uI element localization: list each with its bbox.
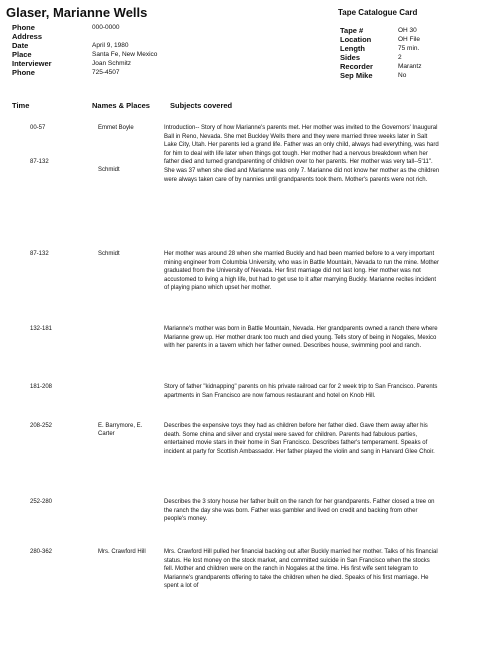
field-label: Location <box>340 35 372 44</box>
interviewee-name: Glaser, Marianne Wells <box>6 5 148 20</box>
entry-subjects: Her mother was around 28 when she married Buckly and had been married before to a very important mining engineer from Columbia University, who was in Battle Mountain, Nevada to run the mine. Mother graduated from the University of Nevada. Her first marriage did not last long. Her mother was not accustomed to living a high life, but had to get use to it after marrying Buckly. Marianne recites incident of playing piano which upset her mother. <box>164 251 440 292</box>
field-label: Date <box>12 41 29 50</box>
field-label: Sides <box>340 53 361 62</box>
field-value: April 9, 1980 <box>92 42 129 49</box>
entry-subjects: Describes the expensive toys they had as children before her father died. Gave them away after his death. Some china and silver and crystal were saved for children. Parents had fabulous parties, entertained movie stars in their home in San Francisco. Describes father's temperament. Speaks of incident at party for Scottish Ambassador. Her father played the violin and sang in Harvard Glee Choir. <box>164 423 435 455</box>
column-header-names: Names & Places <box>92 101 150 110</box>
card-title: Tape Catalogue Card <box>338 8 418 17</box>
field-value: 2 <box>398 54 402 61</box>
field-value: OH File <box>398 36 421 43</box>
entry-time: 208-252 <box>30 423 53 429</box>
entry-names: Schmidt <box>98 251 120 257</box>
entry-time-secondary: 87-132 <box>30 159 49 165</box>
field-label: Phone <box>12 23 35 32</box>
entry-time: 280-362 <box>30 549 53 555</box>
field-value: No <box>398 72 407 79</box>
field-label: Place <box>12 50 32 59</box>
entry-subjects: Marianne's mother was born in Battle Mountain, Nevada. Her grandparents owned a ranch there where Marianne grew up. Her mother drank too much and died young. Tells story of being in Nogales, Mexico with her parents in a tavern which her father owned. Describes house, swimming pool and ranch. <box>164 326 438 350</box>
field-label: Phone <box>12 68 35 77</box>
entry-names-secondary: Carter <box>98 431 115 437</box>
entry-time: 181-208 <box>30 384 53 390</box>
field-label: Sep Mike <box>340 71 373 80</box>
entry-subjects: Introduction-- Story of how Marianne's parents met. Her mother was invited to the Governors' Inaugural Ball in Reno, Nevada. She met Buckley Wells there and they were married three weeks later in Salt Lake City, Utah. Her parents led a grand life. Father was an only child, always had everything, was hard for him to deal with life later when things got tough. Her mother had a nervous breakdown when her father died and turned grandparenting of children over to her parents. Her mother was very tall--5'11". She was 37 when she died and Marianne was only 7. Marianne did not know her mother as the children were always taken care of by nannies until grandparents took them. Mother's parents were not rich. <box>164 125 440 183</box>
entry-names-secondary: Schmidt <box>98 167 120 173</box>
field-value: 725-4507 <box>92 69 120 76</box>
field-value: Santa Fe, New Mexico <box>92 51 158 58</box>
field-value: OH 30 <box>398 27 417 34</box>
entry-names: Emmet Boyle <box>98 125 134 131</box>
entry-names: Mrs. Crawford Hill <box>98 549 146 555</box>
column-header-time: Time <box>12 101 30 110</box>
field-value: Joan Schmitz <box>92 60 132 67</box>
field-label: Recorder <box>340 62 373 71</box>
entry-time: 00-57 <box>30 125 46 131</box>
entry-time: 87-132 <box>30 251 49 257</box>
entry-names: E. Barrymore, E. <box>98 423 143 429</box>
field-label: Tape # <box>340 26 364 35</box>
entry-subjects: Story of father "kidnapping" parents on his private railroad car for 2 week trip to San Francisco. Parents apartments in San Francisco are now famous restaurant and hotel on Knob Hill. <box>164 384 438 399</box>
field-value: 75 min. <box>398 45 420 52</box>
field-label: Address <box>12 32 43 41</box>
column-header-subjects: Subjects covered <box>170 101 233 110</box>
entry-time: 132-181 <box>30 326 53 332</box>
entry-subjects: Describes the 3 story house her father built on the ranch for her grandparents. Father closed a tree on the ranch the day she was born. Father was gambler and lived on credit and backing from other people's money. <box>164 499 435 523</box>
field-value: 000-0000 <box>92 24 120 31</box>
field-label: Interviewer <box>12 59 52 68</box>
field-label: Length <box>340 44 365 53</box>
entry-time: 252-280 <box>30 499 53 505</box>
field-value: Marantz <box>398 63 422 70</box>
entry-subjects: Mrs. Crawford Hill pulled her financial backing out after Buckly married her mother. Talks of his financial status. He lost money on the stock market, and committed suicide in San Francisco when the stocks fell. Mother and children were on the ranch in Nogales at the time. His first wife sent telegram to Marianne's grandparents offering to take the children when he died. Speaks of his first marriage. He spent a lot of <box>164 549 438 590</box>
